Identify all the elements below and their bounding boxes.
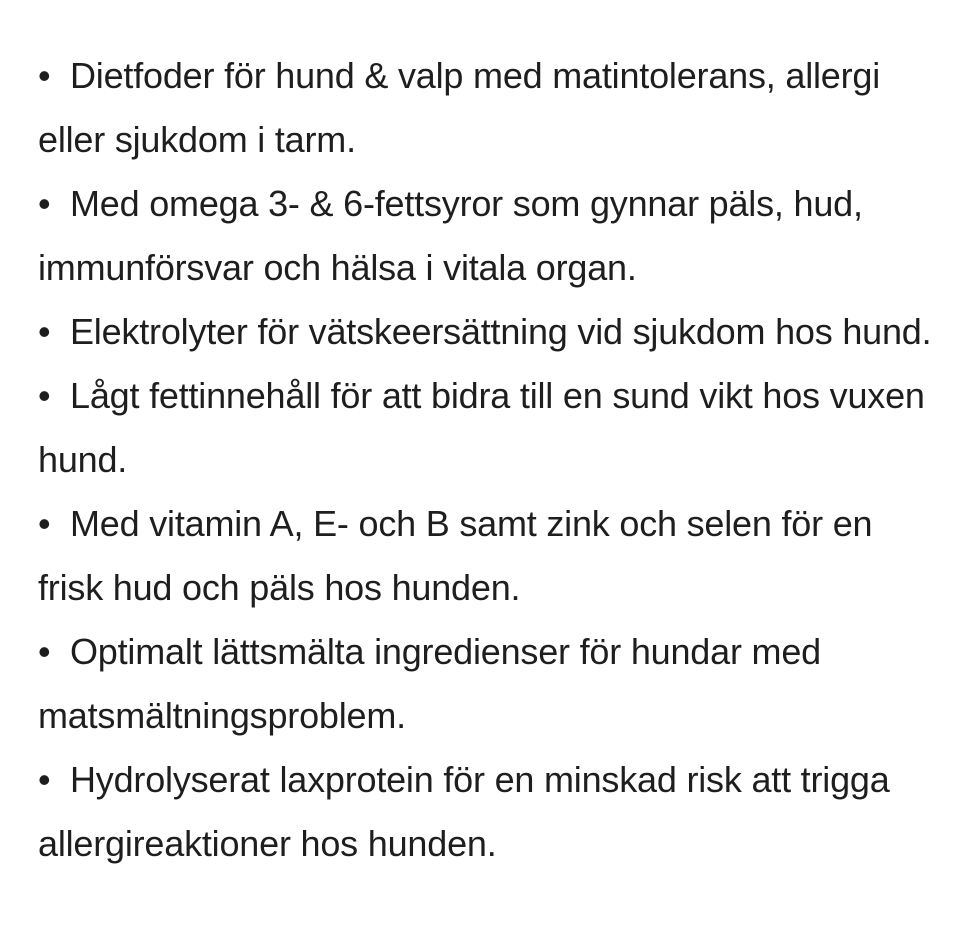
- list-item-text: Elektrolyter för vätskeersättning vid sjukdom hos hund.: [70, 311, 932, 352]
- list-item: [38, 748, 938, 876]
- list-item: [38, 44, 938, 172]
- product-description: [38, 44, 938, 876]
- list-item: [38, 492, 938, 620]
- list-item-text: Hydrolyserat laxprotein för en minskad risk att trigga allergireaktioner hos hunden.: [38, 759, 890, 864]
- list-item-text: Lågt fettinnehåll för att bidra till en sund vikt hos vuxen hund.: [38, 375, 925, 480]
- bullet-icon: •: [38, 631, 51, 672]
- list-item: [38, 620, 938, 748]
- bullet-icon: •: [38, 503, 51, 544]
- bullet-icon: •: [38, 375, 51, 416]
- bullet-icon: •: [38, 183, 51, 224]
- bullet-icon: •: [38, 311, 51, 352]
- bullet-icon: •: [38, 55, 51, 96]
- list-item-text: Med omega 3- & 6-fettsyror som gynnar päls, hud, immunförsvar och hälsa i vitala organ.: [38, 183, 863, 288]
- list-item: [38, 364, 938, 492]
- feature-list: [38, 44, 938, 876]
- list-item-text: Med vitamin A, E- och B samt zink och selen för en frisk hud och päls hos hunden.: [38, 503, 873, 608]
- list-item-text: Optimalt lättsmälta ingredienser för hundar med matsmältningsproblem.: [38, 631, 821, 736]
- list-item-text: Dietfoder för hund & valp med matintolerans, allergi eller sjukdom i tarm.: [38, 55, 881, 160]
- list-item: [38, 172, 938, 300]
- bullet-icon: •: [38, 759, 51, 800]
- list-item: [38, 300, 938, 364]
